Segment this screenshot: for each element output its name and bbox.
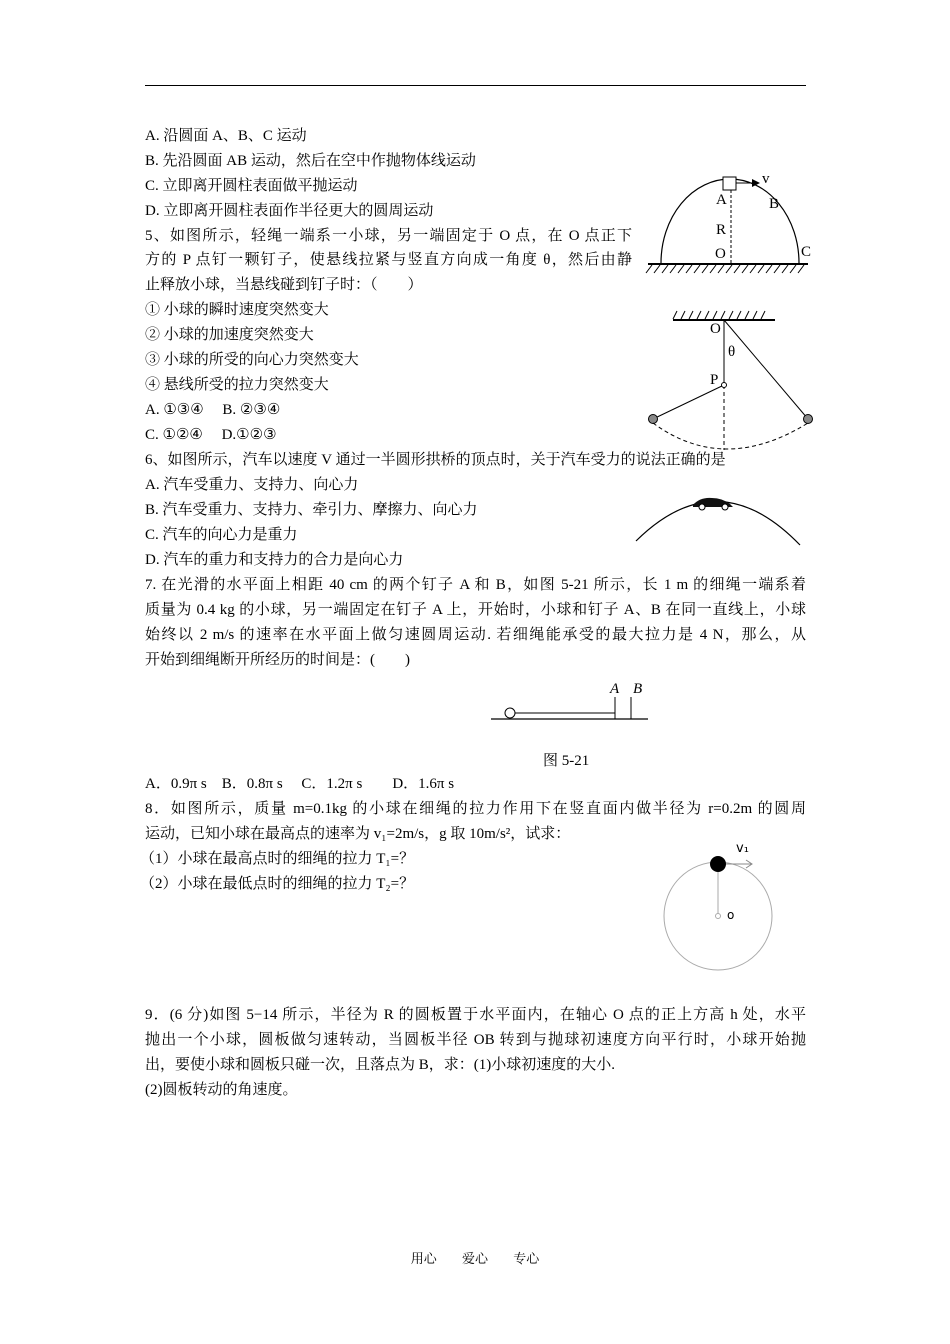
svg-text:C: C (801, 244, 812, 260)
q4-option-d: D. 立即离开圆柱表面作半径更大的圆周运动 (145, 203, 434, 219)
ball (710, 856, 726, 872)
q5-options-cd: C. ①②④ D.①②③ (145, 427, 277, 443)
svg-text:B: B (769, 196, 780, 212)
q5-stem-1: 5、如图所示，轻绳一端系一小球，另一端固定于 O 点，在 O 点正下 (145, 228, 632, 244)
q9-stem-4: (2)圆板转动的角速度。 (145, 1082, 298, 1098)
q4-option-a: A. 沿圆面 A、B、C 运动 (145, 128, 307, 144)
q5-stem-3: 止释放小球，当悬线碰到钉子时：（ ） (145, 277, 423, 293)
q5-statement-1: ① 小球的瞬时速度突然变大 (145, 302, 329, 318)
q7-stem-2: 质量为 0.4 kg 的小球，另一端固定在钉子 A 上，开始时，小球和钉子 A、B 在同一直线上，小球 (145, 602, 806, 618)
q5-statement-2: ② 小球的加速度突然变大 (145, 327, 314, 343)
q7-stem-3: 始终以 2 m/s 的速率在水平面上做匀速圆周运动. 若细绳能承受的最大拉力是 4 N，那么，从 (145, 627, 806, 643)
q4-option-b: B. 先沿圆面 AB 运动，然后在空中作抛物体线运动 (145, 153, 476, 169)
svg-text:θ: θ (728, 344, 736, 360)
q8-part-1: （1）小球在最高点时的细绳的拉力 T₁=？ (140, 851, 415, 867)
q6-option-a: A. 汽车受重力、支持力、向心力 (145, 477, 359, 493)
svg-text:v: v (762, 171, 770, 187)
q6-stem: 6、如图所示，汽车以速度 V 通过一半圆形拱桥的顶点时，关于汽车受力的说法正确的是 (145, 452, 726, 468)
q5-statement-3: ③ 小球的所受的向心力突然变大 (145, 352, 359, 368)
q9-stem-2: 抛出一个小球，圆板做匀速转动，当圆板半径 OB 转到与抛球初速度方向平行时，小球开始抛 (145, 1032, 806, 1048)
q8-part-2: （2）小球在最低点时的细绳的拉力 T₂=？ (140, 876, 415, 892)
q9-stem-1: 9．(6 分)如图 5−14 所示，半径为 R 的圆板置于水平面内，在轴心 O 点的正上方高 h 处，水平 (145, 1007, 806, 1023)
q6-option-c: C. 汽车的向心力是重力 (145, 527, 298, 543)
svg-text:P: P (710, 372, 719, 388)
svg-text:B: B (633, 681, 643, 697)
svg-text:O: O (715, 246, 726, 262)
page-footer: 用心 爱心 专心 (410, 1251, 540, 1266)
q6-option-d: D. 汽车的重力和支持力的合力是向心力 (145, 552, 404, 568)
svg-text:O: O (710, 321, 721, 337)
svg-text:R: R (716, 222, 727, 238)
svg-text:o: o (727, 908, 735, 922)
q8-stem-2: 运动，已知小球在最高点的速率为 v₁=2m/s，g 取 10m/s²，试求： (145, 826, 571, 842)
figure-5-21-caption: 图 5-21 (543, 753, 590, 769)
q5-statement-4: ④ 悬线所受的拉力突然变大 (145, 377, 329, 393)
q4-option-c: C. 立即离开圆柱表面做平抛运动 (145, 178, 358, 194)
svg-text:A: A (610, 681, 620, 697)
q5-options-ab: A. ①③④ B. ②③④ (145, 402, 281, 418)
q7-options: A．0.9π s B．0.8π s C．1.2π s D．1.6π s (145, 776, 455, 792)
q7-stem-4: 开始到细绳断开所经历的时间是：( ) (145, 652, 410, 668)
q9-stem-3: 出，要使小球和圆板只碰一次，且落点为 B，求：(1)小球初速度的大小. (145, 1057, 615, 1073)
q8-stem-1: 8．如图所示，质量 m=0.1kg 的小球在细绳的拉力作用下在竖直面内做半径为 r=0.2m 的圆周 (145, 801, 806, 817)
q7-stem-1: 7. 在光滑的水平面上相距 40 cm 的两个钉子 A 和 B，如图 5-21 所示，长 1 m 的细绳一端系着 (145, 577, 806, 593)
svg-text:v₁: v₁ (736, 841, 749, 856)
svg-text:A: A (716, 192, 727, 208)
q5-stem-2: 方的 P 点钉一颗钉子，使悬线拉紧与竖直方向成一角度 θ，然后由静 (145, 252, 632, 268)
q6-option-b: B. 汽车受重力、支持力、牵引力、摩擦力、向心力 (145, 502, 478, 518)
